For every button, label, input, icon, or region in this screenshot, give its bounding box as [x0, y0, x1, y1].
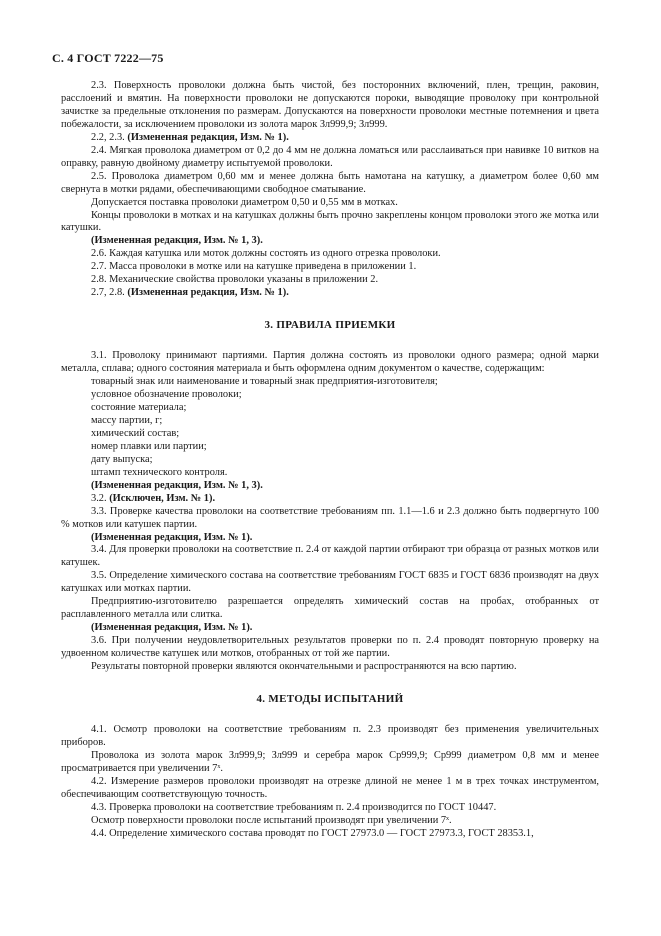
clause-number: 3.2. [91, 492, 107, 504]
paragraph: 2.8. Механические свойства проволоки указаны в приложении 2. [91, 274, 379, 286]
clause-number: 2.7, 2.8. [91, 287, 125, 299]
list-item: товарный знак или наименование и товарный знак предприятия-изготовителя; [91, 376, 438, 388]
paragraph: 3.5. Определение химического состава на соответствие требованиям ГОСТ 6835 и ГОСТ 6836 производят на двух катушках или мотках партии. [61, 570, 599, 595]
amendment-text: (Измененная редакция, Изм. № 1, 3). [91, 235, 263, 247]
amendment-note [61, 132, 599, 145]
paragraph: 2.7. Масса проволоки в мотке или на катушке приведена в приложении 1. [91, 261, 417, 273]
list-item: условное обозначение проволоки; [91, 389, 242, 401]
clause-number: 2.2, 2.3. [91, 131, 125, 143]
paragraph: 3.1. Проволоку принимают партиями. Партия должна состоять из проволоки одного размера; одной марки металла, сплава; одного состояния материала и быть оформлена одним документом о качестве, содержащим: [61, 350, 599, 375]
amendment-note [61, 235, 599, 248]
paragraph: 3.3. Проверке качества проволоки на соответствие требованиям пп. 1.1—1.6 и 2.3 должно быть подвергнуто 100 % мотков или катушек партии. [61, 505, 599, 530]
page-header: С. 4 ГОСТ 7222—75 [52, 51, 164, 65]
list-item: номер плавки или партии; [91, 440, 207, 452]
paragraph: 2.4. Мягкая проволока диаметром от 0,2 до 4 мм не должна ломаться или расслаиваться при навивке 10 витков на оправку, равную двойному диаметру испытуемой проволоки. [61, 144, 599, 169]
list-item: массу партии, г; [91, 414, 163, 426]
paragraph: Проволока из золота марок Зл999,9; Зл999 и серебра марок Ср999,9; Ср999 диаметром 0,8 мм и менее просматривается при увеличении 7ˣ. [61, 749, 599, 774]
paragraph: Осмотр поверхности проволоки после испытаний производят при увеличении 7ˣ. [91, 814, 452, 826]
paragraph: Допускается поставка проволоки диаметром 0,50 и 0,55 мм в мотках. [91, 196, 398, 208]
amendment-text: (Измененная редакция, Изм. № 1). [127, 131, 289, 143]
amendment-text: (Измененная редакция, Изм. № 1). [91, 531, 253, 543]
paragraph: 4.1. Осмотр проволоки на соответствие требованиям п. 2.3 производят без применения увеличительных приборов. [61, 723, 599, 748]
list-item: дату выпуска; [91, 453, 153, 465]
paragraph: Предприятию-изготовителю разрешается определять химический состав на пробах, отобранных от расплавленного металла или слитка. [61, 596, 599, 621]
spacer [61, 300, 599, 319]
paragraph: Концы проволоки в мотках и на катушках должны быть прочно закреплены концом проволоки этого же мотка или катушки. [61, 209, 599, 234]
amendment-text: (Измененная редакция, Изм. № 1). [127, 287, 289, 299]
amendment-note [61, 480, 599, 493]
spacer [61, 332, 599, 350]
amendment-note [61, 622, 599, 635]
amendment-note [61, 287, 599, 300]
paragraph: Результаты повторной проверки являются окончательными и распространяются на всю партию. [91, 661, 517, 673]
paragraph: 2.3. Поверхность проволоки должна быть чистой, без посторонних включений, плен, трещин, раковин, расслоений и вмятин. На поверхности проволоки не допускаются пороки, выводящие проволоку при контрольной зачистке за предельные отклонения по размерам. Допускаются на поверхности проволоки местные потемнения и цвета побежалости, за исключением проволоки из золота марок Зл999,9; Зл999. [61, 80, 599, 130]
paragraph: 4.4. Определение химического состава проводят по ГОСТ 27973.0 — ГОСТ 27973.3, ГОСТ 28353.1, [91, 827, 534, 839]
document-body [61, 80, 599, 841]
paragraph: 3.4. Для проверки проволоки на соответствие п. 2.4 от каждой партии отбирают три образца от разных мотков или катушек. [61, 544, 599, 569]
section-heading: 4. МЕТОДЫ ИСПЫТАНИЙ [256, 692, 404, 705]
amendment-text: (Измененная редакция, Изм. № 1). [91, 622, 253, 634]
list-item: химический состав; [91, 427, 180, 439]
paragraph: 4.3. Проверка проволоки на соответствие требованиям п. 2.4 производится по ГОСТ 10447. [91, 801, 497, 813]
amendment-text: (Исключен, Изм. № 1). [109, 492, 216, 504]
paragraph: 4.2. Измерение размеров проволоки производят на отрезке длиной не менее 1 м в трех точках инструментом, обеспечивающим соответствующую точность. [61, 775, 599, 800]
paragraph: 2.6. Каждая катушка или моток должны состоять из одного отрезка проволоки. [91, 248, 441, 260]
list-item: состояние материала; [91, 401, 187, 413]
spacer [61, 706, 599, 724]
paragraph: 3.6. При получении неудовлетворительных результатов проверки по п. 2.4 проводят повторную проверку на удвоенном количестве катушек или мотков, отобранных от той же партии. [61, 635, 599, 660]
section-heading: 3. ПРАВИЛА ПРИЕМКИ [264, 319, 396, 332]
list-item: штамп технического контроля. [91, 466, 228, 478]
amendment-text: (Измененная редакция, Изм. № 1, 3). [91, 479, 263, 491]
paragraph: 2.5. Проволока диаметром 0,60 мм и менее должна быть намотана на катушку, а диаметром более 0,60 мм свернута в мотки рядами, обеспечивающими свободное сматывание. [61, 170, 599, 195]
spacer [61, 674, 599, 693]
amendment-note [61, 493, 599, 506]
amendment-note [61, 532, 599, 545]
